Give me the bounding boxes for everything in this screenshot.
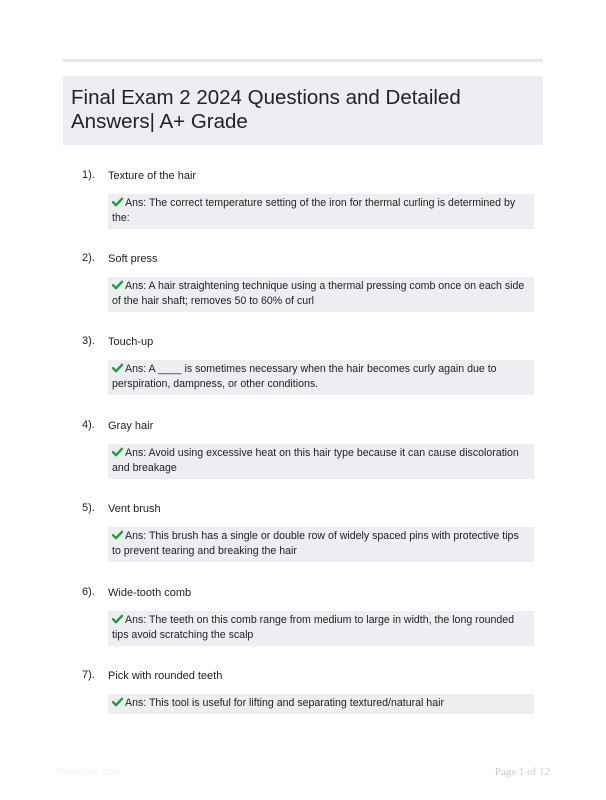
answer-text: Ans: The teeth on this comb range from medium to large in width, the long rounded tips avoid scratching the scalp bbox=[112, 614, 515, 641]
answer-text: Ans: This brush has a single or double row of widely spaced pins with protective tips to prevent tearing and breaking the hair bbox=[112, 530, 519, 557]
answer-text: Ans: Avoid using excessive heat on this hair type because it can cause discoloration and breakage bbox=[112, 447, 519, 474]
check-icon bbox=[112, 614, 123, 624]
check-icon bbox=[112, 280, 123, 290]
check-icon bbox=[112, 697, 123, 707]
check-icon bbox=[112, 197, 123, 207]
page-indicator: Page 1 of 12 bbox=[494, 766, 550, 778]
answer-box bbox=[108, 444, 534, 479]
question-number: 2). bbox=[82, 252, 95, 264]
check-icon bbox=[112, 363, 123, 373]
answer-box bbox=[108, 360, 534, 395]
question-number: 1). bbox=[82, 169, 95, 181]
footer-watermark: Paperlibe.com bbox=[57, 767, 121, 778]
check-icon bbox=[112, 530, 123, 540]
question-number: 5). bbox=[82, 502, 95, 514]
answer-box bbox=[108, 611, 534, 646]
answer-text: Ans: The correct temperature setting of the iron for thermal curling is determined by the: bbox=[112, 197, 516, 224]
top-divider bbox=[63, 59, 543, 62]
answer-box bbox=[108, 194, 534, 229]
answer-text: Ans: This tool is useful for lifting and separating textured/natural hair bbox=[125, 697, 444, 709]
question-text: Texture of the hair bbox=[108, 170, 197, 182]
check-icon bbox=[112, 447, 123, 457]
question-text: Vent brush bbox=[108, 503, 161, 515]
document-title: Final Exam 2 2024 Questions and Detailed Answers| A+ Grade bbox=[71, 86, 461, 133]
question-text: Gray hair bbox=[108, 420, 154, 432]
question-text: Soft press bbox=[108, 253, 158, 265]
question-text: Touch-up bbox=[108, 336, 154, 348]
question-number: 4). bbox=[82, 419, 95, 431]
answer-box bbox=[108, 694, 534, 714]
question-text: Pick with rounded teeth bbox=[108, 670, 223, 682]
answer-text: Ans: A ____ is sometimes necessary when the hair becomes curly again due to perspiration, dampness, or other conditions. bbox=[112, 363, 497, 390]
question-number: 7). bbox=[82, 669, 95, 681]
title-banner bbox=[63, 76, 543, 145]
question-number: 6). bbox=[82, 586, 95, 598]
question-number: 3). bbox=[82, 335, 95, 347]
answer-text: Ans: A hair straightening technique using a thermal pressing comb once on each side of the hair shaft; removes 50 to 60% of curl bbox=[112, 280, 525, 307]
answer-box bbox=[108, 277, 534, 312]
answer-box bbox=[108, 527, 534, 562]
question-text: Wide-tooth comb bbox=[108, 587, 192, 599]
